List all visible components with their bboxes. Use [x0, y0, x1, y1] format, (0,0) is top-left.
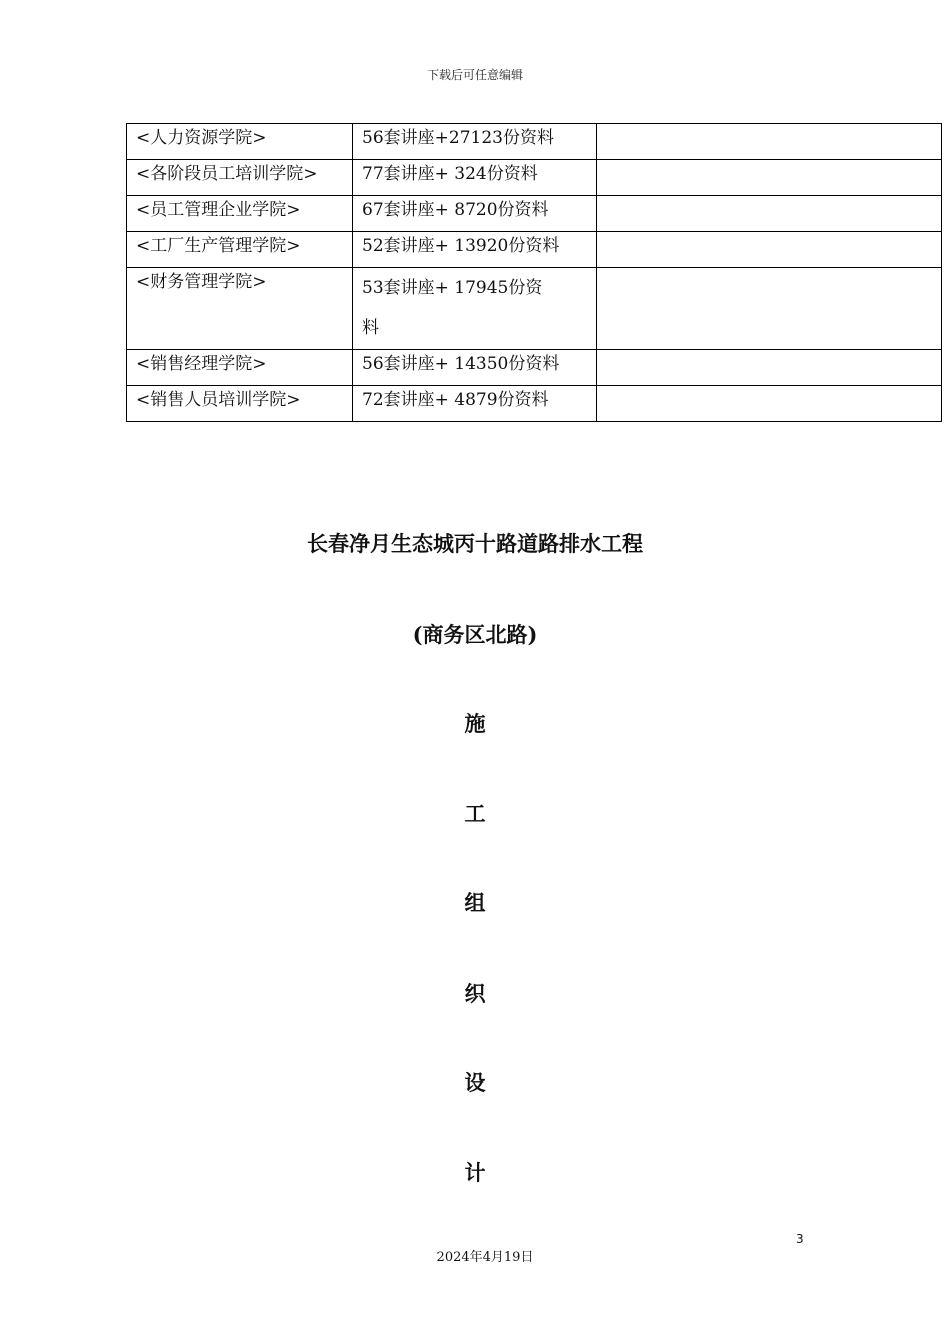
table-row	[127, 124, 942, 160]
empty-cell	[597, 268, 942, 350]
page-header: 下载后可任意编辑	[426, 68, 523, 82]
vertical-title-char: 施	[464, 711, 486, 736]
course-name-cell: <人力资源学院>	[127, 124, 353, 160]
empty-cell	[597, 196, 942, 232]
table-row	[127, 268, 942, 350]
table-row	[127, 350, 942, 386]
table-row	[127, 232, 942, 268]
footer-date: 2024年4月19日	[436, 1250, 534, 1265]
table-row	[127, 196, 942, 232]
course-count-line-1: 53套讲座+ 17945份资	[362, 278, 543, 298]
vertical-title-char: 计	[464, 1160, 486, 1185]
course-name-cell: <员工管理企业学院>	[127, 196, 353, 232]
empty-cell	[597, 232, 942, 268]
document-subtitle: (商务区北路)	[412, 622, 538, 647]
course-name-cell: <各阶段员工培训学院>	[127, 160, 353, 196]
empty-cell	[597, 160, 942, 196]
course-count-cell	[353, 268, 597, 350]
course-table	[126, 123, 942, 422]
course-count-cell: 77套讲座+ 324份资料	[353, 160, 597, 196]
empty-cell	[597, 124, 942, 160]
table-row	[127, 386, 942, 422]
page-number: 3	[796, 1232, 804, 1246]
vertical-title-char: 设	[464, 1070, 486, 1095]
course-count-cell: 72套讲座+ 4879份资料	[353, 386, 597, 422]
empty-cell	[597, 350, 942, 386]
vertical-title-char: 织	[464, 981, 486, 1006]
table-row	[127, 160, 942, 196]
course-count-cell: 56套讲座+ 14350份资料	[353, 350, 597, 386]
course-name-cell: <销售经理学院>	[127, 350, 353, 386]
empty-cell	[597, 386, 942, 422]
vertical-title-char: 工	[464, 801, 486, 826]
vertical-title-char: 组	[464, 890, 486, 915]
document-title: 长春净月生态城丙十路道路排水工程	[307, 531, 643, 556]
course-count-cell: 52套讲座+ 13920份资料	[353, 232, 597, 268]
course-name-cell: <财务管理学院>	[127, 268, 353, 350]
course-name-cell: <销售人员培训学院>	[127, 386, 353, 422]
course-count-cell: 67套讲座+ 8720份资料	[353, 196, 597, 232]
course-count-cell: 56套讲座+27123份资料	[353, 124, 597, 160]
course-name-cell: <工厂生产管理学院>	[127, 232, 353, 268]
course-count-line-2: 料	[362, 318, 379, 338]
